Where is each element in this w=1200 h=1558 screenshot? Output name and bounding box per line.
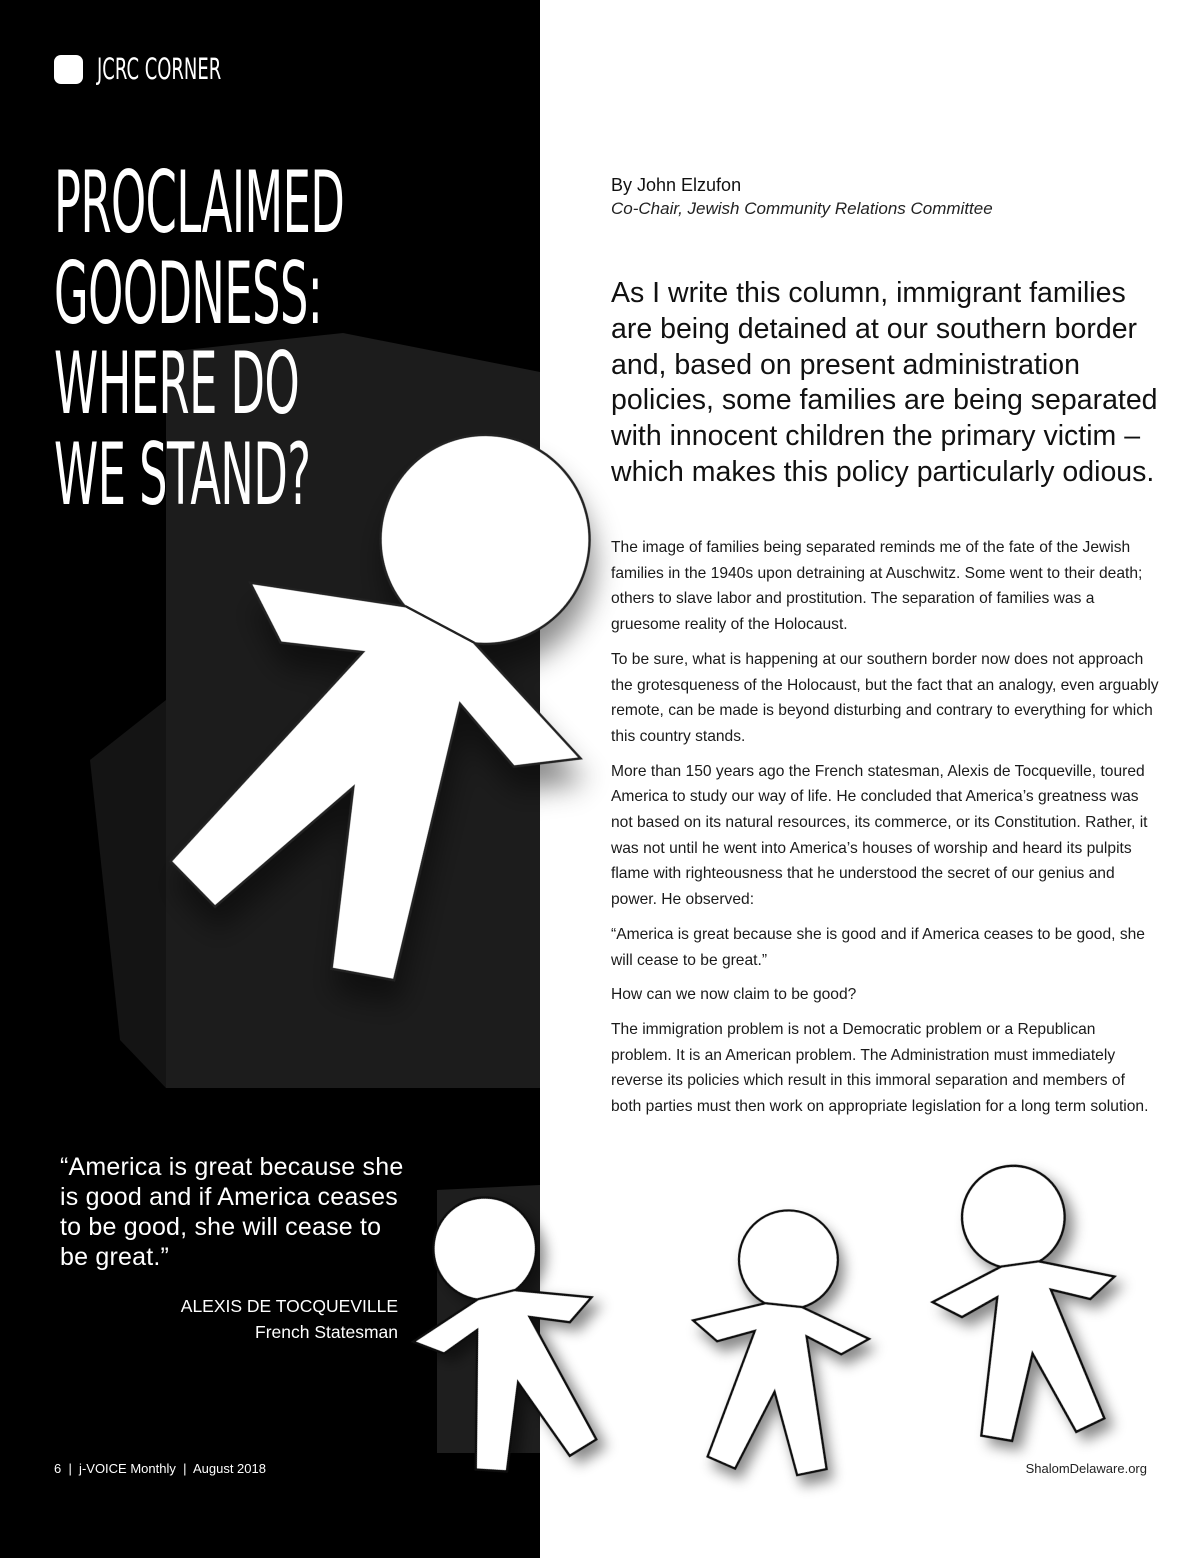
headline-line: WHERE DO [54,334,300,434]
footer-website: ShalomDelaware.org [1025,1461,1147,1476]
lede-paragraph: As I write this column, immigrant families are being detained at our southern border and, based on present administration policies, some families are being separated with innocent children the primary victim – which makes this policy particularly odious. [611,277,1158,488]
author-name: By John Elzufon [611,175,742,195]
pullquote [60,1152,412,1343]
headline-line: WE STAND? [54,424,311,525]
small-paper-doll-1 [383,1177,627,1486]
pullquote-attribution-title: French Statesman [255,1322,398,1342]
body-paragraph: The image of families being separated reminds me of the fate of the Jewish families in the 1940s upon detraining at Auschwitz. Some went to their death; others to slave labor and prostitution. The separation of families was a gruesome reality of the Holocaust. [611,539,1143,634]
section-tag [54,50,297,88]
small-paper-doll-2 [678,1201,881,1481]
headline-line: GOODNESS: [54,243,323,344]
pullquote-text: “America is great because she is good and if America ceases to be good, she will cease to be great.” [60,1153,404,1271]
byline [611,175,993,219]
headline-line: PROCLAIMED [54,153,345,253]
footer-page-info: 6 | j-VOICE Monthly | August 2018 [54,1461,266,1476]
small-paper-doll-3 [915,1154,1135,1450]
body-paragraph: To be sure, what is happening at our southern border now does not approach the grotesqueness of the Holocaust, but the fact that an analogy, even arguably remote, can be made is beyond disturbing and contrary to everything for which this country stands. [611,650,1159,745]
pullquote-attribution-name: ALEXIS DE TOCQUEVILLE [180,1296,398,1316]
section-tag-label: JCRC CORNER [97,52,222,86]
body-paragraph: “America is great because she is good and if America ceases to be good, she will cease to be great.” [611,925,1145,969]
article-body [611,535,1159,1129]
body-paragraph: The immigration problem is not a Democratic problem or a Republican problem. It is an American problem. The Administration must immediately reverse its policies which result in this immoral separation and members of both parties must then work on appropriate legislation for a long term solution. [611,1020,1149,1116]
body-paragraph: How can we now claim to be good? [611,986,857,1004]
headline [54,153,345,525]
body-paragraph: More than 150 years ago the French statesman, Alexis de Tocqueville, toured America to study our way of life. He concluded that America’s greatness was not based on its natural resources, its commerce, or its Constitution. Rather, it was not until he went into America’s houses of worship and heard its pulpits flame with righteousness that he understood the secret of our genius and power. He observed: [611,762,1148,909]
rounded-square-icon [54,55,83,84]
author-role: Co-Chair, Jewish Community Relations Committee [611,199,993,218]
